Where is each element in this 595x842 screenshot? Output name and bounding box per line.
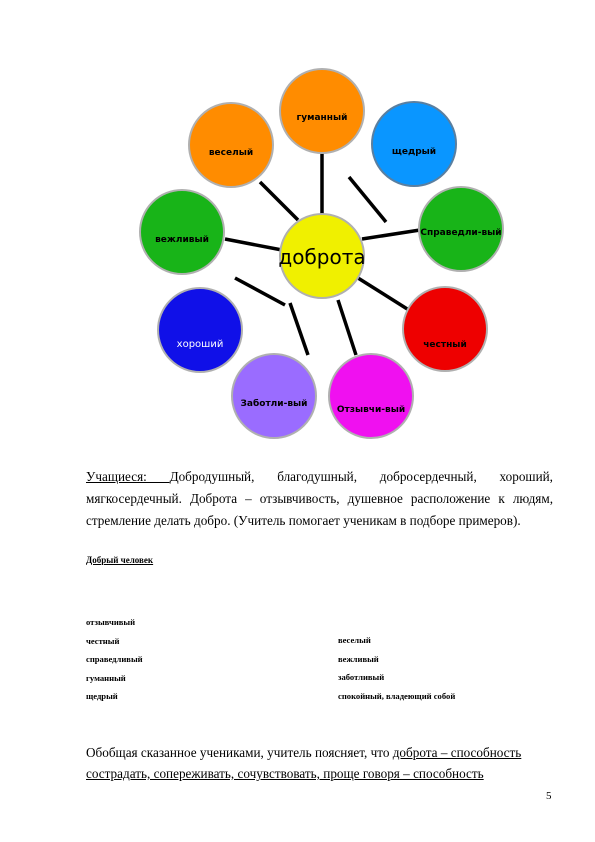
closing-text: Обобщая сказанное учениками, учитель поясняет, что (86, 745, 393, 760)
connector-line (290, 303, 308, 355)
node-circle (403, 287, 487, 371)
paragraph-text: Добродушный, благодушный, добросердечный, хороший, мягкосердечный. Доброта – отзывчивость, душевное расположение к людям, стремление делать добро. (Учитель помогает ученикам в подборе примеров). (86, 469, 553, 528)
node-circle (189, 103, 273, 187)
closing-underlined-text: доброта – способность сострадать, сопереживать, сочувствовать, проще говоря – способность (86, 745, 522, 781)
diagram-node-vesely (189, 103, 273, 187)
diagram-node-otzyvchivy (329, 354, 413, 438)
list-item: честный (86, 635, 120, 646)
connector-line (358, 278, 412, 312)
connector-line (225, 239, 282, 250)
list-right (338, 631, 455, 705)
diagram-node-shchedry (372, 102, 456, 186)
node-circle (329, 354, 413, 438)
diagram-node-spravedlivy (419, 187, 503, 271)
list-item: щедрый (86, 691, 118, 701)
closing-paragraph (86, 742, 553, 784)
node-label: Справедли-вый (420, 228, 502, 238)
node-circle (232, 354, 316, 438)
kind-person-heading: Добрый человек (86, 555, 154, 565)
node-label: хороший (176, 339, 224, 350)
diagram-node-khoroshy (158, 288, 242, 372)
node-label: Отзывчи-вый (336, 405, 406, 415)
connector-line (362, 230, 420, 239)
list-item: веселый (338, 635, 371, 645)
list-item: спокойный, владеющий собой (338, 690, 456, 701)
connector-line (235, 278, 285, 305)
list-item: гуманный (86, 672, 126, 683)
list-item: вежливый (338, 653, 379, 664)
students-paragraph (86, 466, 553, 532)
paragraph-lead: Учащиеся: (86, 469, 170, 484)
center-label: доброта (278, 245, 366, 269)
list-item: справедливый (86, 654, 143, 664)
node-label: щедрый (391, 147, 437, 157)
node-label: веселый (208, 148, 254, 158)
list-item: отзывчивый (86, 617, 136, 627)
diagram-center-dobrota (278, 214, 365, 298)
diagram-node-vezhlivy (140, 190, 224, 274)
node-label: честный (423, 340, 467, 350)
node-circle (158, 288, 242, 372)
node-circle (372, 102, 456, 186)
list-left (86, 613, 143, 706)
diagram-node-zabotlivy (232, 354, 316, 438)
connector-line (338, 300, 356, 355)
node-circle (140, 190, 224, 274)
diagram-node-chestny (403, 287, 487, 371)
diagram-node-gumanny (280, 69, 364, 153)
node-label: вежливый (155, 235, 209, 245)
node-label: Заботли-вый (240, 399, 308, 409)
list-item: заботливый (338, 672, 385, 682)
connector-line (349, 177, 386, 222)
node-circle (280, 69, 364, 153)
node-label: гуманный (296, 113, 348, 123)
page-number: 5 (546, 790, 552, 802)
connector-line (260, 182, 298, 220)
